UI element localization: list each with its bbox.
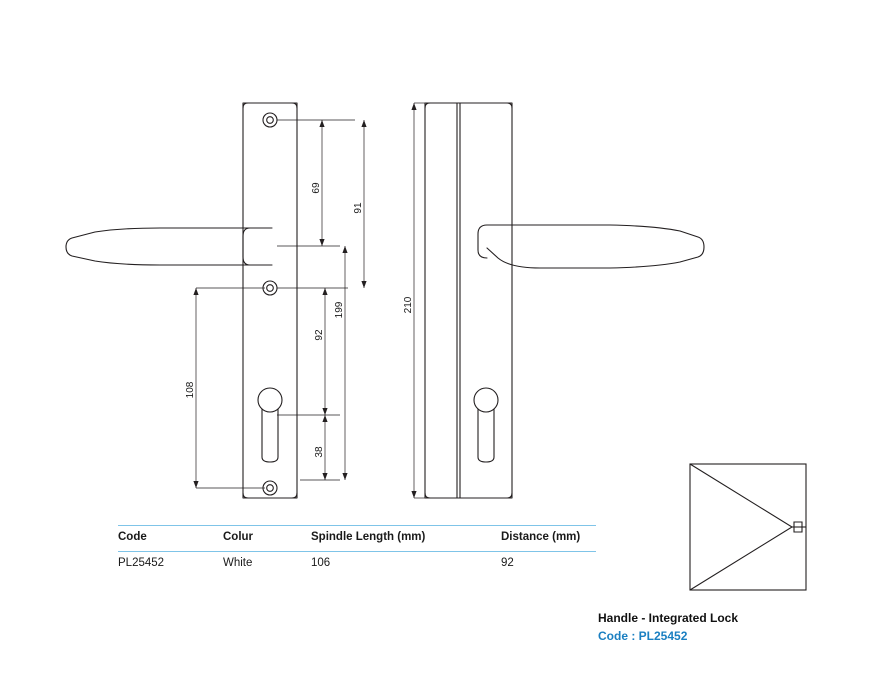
thumbnail-frame: [690, 464, 806, 590]
column-header-spindle: Spindle Length (mm): [311, 531, 426, 543]
dim-text-91: 91: [353, 202, 364, 214]
lever-handle-right: [487, 225, 704, 268]
spec-table: [118, 525, 596, 569]
cylinder-keyway: [262, 409, 278, 462]
right-plate-front: [460, 103, 512, 498]
screw-mid-inner: [267, 285, 274, 292]
caption-code: Code : PL25452: [598, 629, 688, 643]
dim-text-210: 210: [403, 296, 414, 314]
dim-text-69: 69: [311, 182, 322, 194]
lever-neck-right: [478, 225, 487, 258]
screw-top-outer: [263, 113, 277, 127]
cylinder-circle: [258, 388, 282, 412]
cylinder-keyway-right: [478, 409, 494, 462]
product-caption: [598, 610, 858, 644]
cell-colour: White: [223, 557, 253, 569]
screw-top-inner: [267, 117, 274, 124]
lever-handle-left: [66, 228, 272, 265]
cell-spindle: 106: [311, 557, 331, 569]
thumbnail-perspective-lines: [690, 464, 792, 590]
column-header-code: Code: [118, 531, 147, 543]
dim-text-108: 108: [185, 381, 196, 399]
spec-table-header-row: [118, 526, 596, 548]
cell-code: PL25452: [118, 557, 165, 569]
column-header-distance: Distance (mm): [501, 531, 581, 543]
column-header-colour: Colur: [223, 531, 254, 543]
right-plate-rear: [425, 103, 457, 498]
screw-mid-outer: [263, 281, 277, 295]
cylinder-circle-right: [474, 388, 498, 412]
cell-distance: 92: [501, 557, 514, 569]
dim-text-38: 38: [314, 446, 325, 458]
screw-bottom-outer: [263, 481, 277, 495]
product-thumbnail: [690, 464, 806, 590]
lever-neck-left: [243, 228, 250, 265]
dim-text-92: 92: [314, 329, 325, 341]
left-backplate: [243, 103, 297, 498]
caption-title: Handle - Integrated Lock: [598, 611, 739, 625]
dim-text-199: 199: [334, 301, 345, 319]
screw-bottom-inner: [267, 485, 274, 492]
table-row: [118, 552, 596, 569]
